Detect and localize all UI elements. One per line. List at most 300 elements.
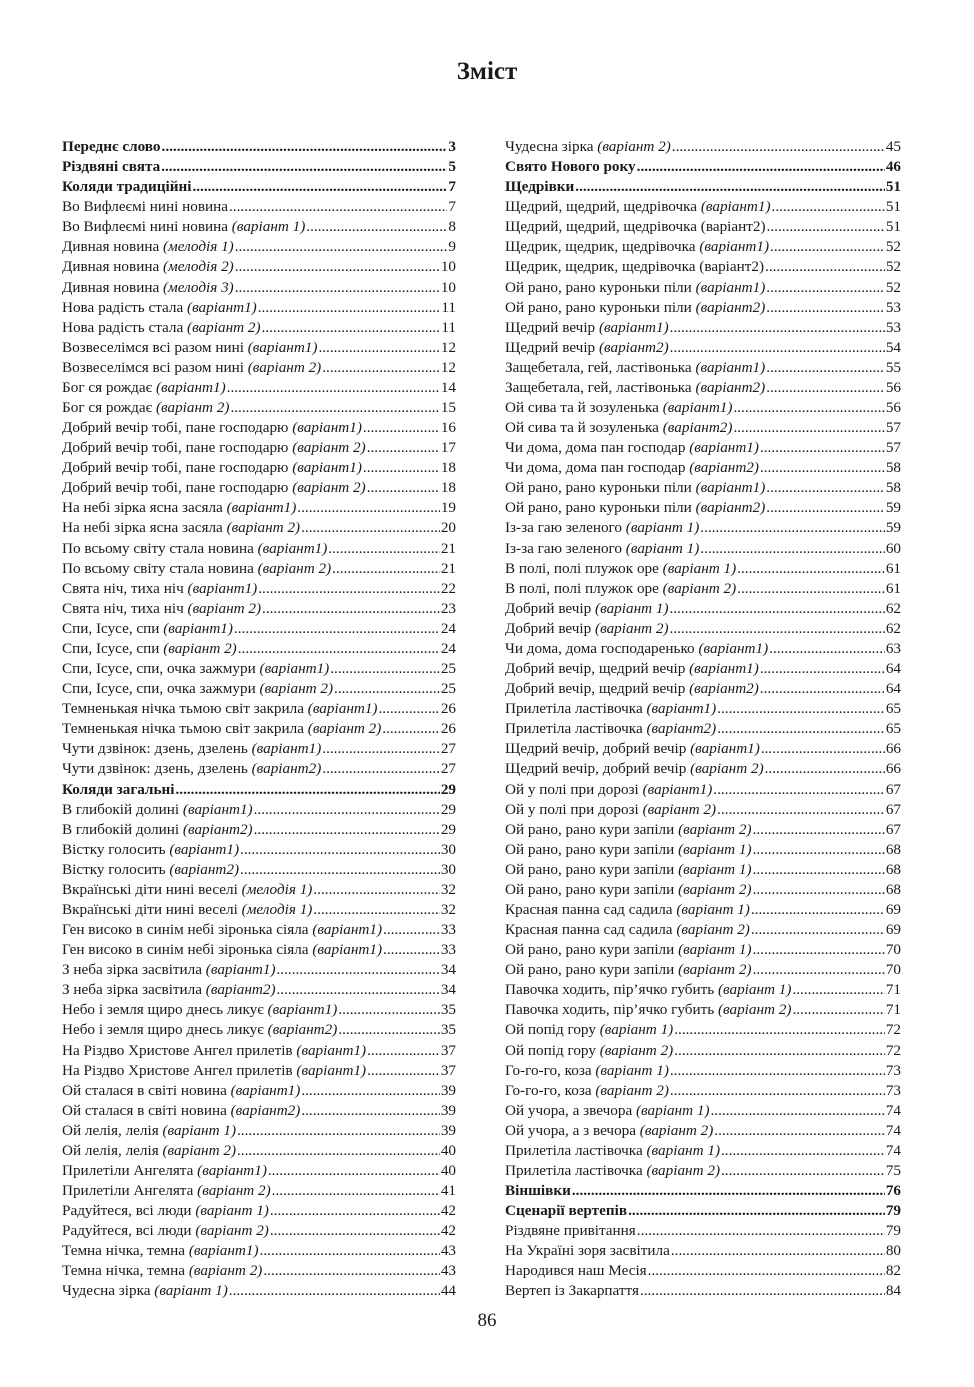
toc-entry [62,518,456,538]
dot-leader [270,1221,440,1241]
toc-entry-title [62,378,226,398]
dot-leader [313,900,439,920]
toc-entry-text: Радуйтеся, всі люди [62,1202,196,1220]
dot-leader [322,739,440,759]
toc-entry-title [505,418,732,438]
toc-entry-variant: (варіант 2) [678,961,752,979]
toc-entry [62,619,456,639]
toc-entry-variant: (варіант1) [226,499,297,517]
toc-entry-title [62,1121,236,1141]
toc-entry-title [62,1261,262,1281]
toc-entry-variant: (варіант2) [695,499,766,517]
toc-entry-title [62,1101,300,1121]
toc-entry-text: В глибокій долині [62,800,183,818]
toc-entry-page: 42 [440,1202,456,1220]
dot-leader [235,237,448,257]
toc-entry [62,1161,456,1181]
toc-entry-title [505,1141,720,1161]
toc-entry-title [505,1181,571,1201]
toc-entry [505,217,901,237]
toc-entry [505,699,901,719]
dot-leader [761,739,885,759]
dot-leader [753,960,885,980]
dot-leader [721,1141,885,1161]
toc-entry-page: 67 [885,780,901,798]
dot-leader [332,559,440,579]
toc-entry [62,1241,456,1261]
toc-entry-page: 40 [440,1161,456,1179]
toc-entry-title [62,478,366,498]
toc-entry [505,920,901,940]
toc-entry-page: 3 [448,138,456,155]
toc-entry-text: На небі зірка ясна засяла [62,499,227,517]
toc-entry-variant: (варіант1) [690,740,760,758]
toc-entry-text: На Різдво Христове Ангел прилетів [62,1041,297,1059]
dot-leader [766,358,885,378]
toc-entry-page: 59 [885,499,901,517]
toc-entry [505,1101,901,1121]
toc-entry-page: 21 [440,539,456,557]
dot-leader [382,719,440,739]
toc-entry-page: 56 [885,399,901,417]
toc-entry-text: Ой у полі при дорозі [505,800,643,818]
toc-entry-title [62,498,296,518]
toc-entry-variant: (мелодія 2) [163,258,234,276]
toc-entry-title [505,679,759,699]
toc-entry-page: 71 [885,981,901,999]
toc-entry-page: 67 [885,820,901,838]
toc-entry-title [62,1181,271,1201]
toc-entry-page: 65 [885,720,901,738]
toc-entry-variant: (варіант 2) [639,1121,714,1139]
toc-entry-text: Ой сива та й зозуленька [505,419,663,437]
toc-entry [62,1061,456,1081]
toc-entry-variant: (варіант2) [267,1021,338,1039]
toc-entry-text: Бог ся рождає [62,378,156,396]
toc-entry [62,1020,456,1040]
toc-entry-variant: (варіант 1) [678,941,752,959]
toc-entry [62,1281,456,1301]
toc-entry-text: Ой рано, рано куроньки піли [505,479,696,497]
toc-entry-title [505,1161,720,1181]
toc-entry-text: Прилетіла ластівочка [505,1141,647,1159]
toc-entry [505,498,901,518]
toc-entry-title [62,398,229,418]
toc-entry-variant: (варіант2) [251,760,322,778]
toc-entry-page: 62 [885,599,901,617]
toc-entry-title [505,860,752,880]
toc-entry-variant: (варіант 1) [646,1141,720,1159]
dot-leader [760,659,885,679]
toc-entry-page: 18 [440,479,456,497]
dot-leader [753,840,885,860]
toc-entry [62,679,456,699]
toc-entry-page: 40 [440,1141,456,1159]
toc-entry-title [62,137,161,157]
toc-entry-title [62,820,253,840]
toc-entry-page: 74 [885,1101,901,1119]
toc-entry-variant: (варіант1) [163,619,233,637]
dot-leader [229,1281,440,1301]
toc-entry-page: 37 [440,1061,456,1079]
toc-entry-title [505,298,765,318]
dot-leader [237,1141,440,1161]
dot-leader [717,800,885,820]
toc-entry [505,398,901,418]
toc-entry-page: 39 [440,1081,456,1099]
toc-entry-title [505,237,769,257]
toc-entry-page: 82 [885,1262,901,1280]
toc-entry-text: Щедрий вечір, добрий вечір [505,740,691,758]
toc-entry-variant: (варіант 1) [662,559,737,577]
dot-leader [700,539,885,559]
dot-leader [338,1000,440,1020]
toc-entry-text: Защебетала, гей, ластівонька [505,378,696,396]
dot-leader [235,278,440,298]
toc-entry-text: Різдвяні свята [62,158,161,176]
toc-entry-text: Красная панна сад садила [505,921,677,939]
toc-entry-text: Нова радість стала [62,298,188,316]
toc-entry [62,1041,456,1061]
toc-entry-title [62,418,362,438]
toc-entry-title [505,157,636,177]
dot-leader [700,518,885,538]
toc-entry-variant: (варіант1) [700,198,771,216]
toc-entry-variant: (варіант2) [182,820,253,838]
dot-leader [766,378,885,398]
dot-leader [766,478,885,498]
toc-entry [62,940,456,960]
toc-entry [62,1201,456,1221]
toc-entry-title [505,699,716,719]
toc-entry-page: 32 [440,880,456,898]
toc-entry [62,177,456,197]
toc-entry [62,1000,456,1020]
toc-entry-title [62,1061,366,1081]
toc-entry-variant: (варіант1) [292,419,362,437]
dot-leader [671,1241,885,1261]
toc-entry-variant: (варіант1) [188,1242,259,1260]
toc-entry-text: Добрий вечір тобі, пане господарю [62,479,293,497]
toc-entry-page: 29 [440,800,456,818]
toc-entry-title [505,920,750,940]
toc-entry [62,780,456,800]
toc-entry-page: 75 [885,1161,901,1179]
toc-entry-title [505,1201,627,1221]
toc-entry [505,1061,901,1081]
toc-entry-page: 44 [440,1282,456,1300]
toc-entry-text: Ой сталася в світі новина [62,1101,231,1119]
toc-entry-text: Вкраїнські діти нині веселі [62,880,242,898]
toc-entry-variant: (варіант1) [296,1061,367,1079]
toc-entry-variant: (варіант2) [169,860,240,878]
toc-entry-page: 32 [440,900,456,918]
toc-entry-title [505,1281,639,1301]
toc-entry-page: 61 [885,579,901,597]
toc-entry-title [62,237,234,257]
toc-entry-text: Ой сталася в світі новина [62,1081,231,1099]
toc-entry-title [505,177,574,197]
toc-entry-text: Радуйтеся, всі люди [62,1222,196,1240]
toc-entry-text: Ой сива та й зозуленька [505,399,663,417]
dot-leader [717,719,885,739]
toc-entry-title [505,137,671,157]
dot-leader [313,880,439,900]
toc-entry-variant: (варіант 2) [662,579,737,597]
toc-entry-page: 79 [885,1202,901,1220]
toc-entry-page: 26 [440,700,456,718]
toc-entry-text: Во Вифлеємі нині новина [62,218,232,236]
toc-entry-variant: (варіант1) [695,479,766,497]
toc-entry-page: 26 [440,720,456,738]
toc-entry-variant: (мелодія 1) [241,900,313,918]
toc-entry-text: Ой у полі при дорозі [505,780,643,798]
toc-entry-variant: (варіант 2) [197,1182,271,1200]
toc-entry-variant: (варіант2) [689,459,759,477]
dot-leader [717,699,885,719]
toc-entry-title [505,539,699,559]
toc-entry-text: Добрий вечір [505,619,596,637]
dot-leader [367,438,440,458]
toc-entry-variant: (варіант 1) [162,1121,236,1139]
dot-leader [162,137,448,157]
toc-entry [62,298,456,318]
dot-leader [234,619,440,639]
toc-entry-page: 51 [885,178,901,196]
toc-entry [505,1241,901,1261]
toc-entry-title [505,498,765,518]
toc-entry-page: 12 [440,358,456,376]
toc-entry [505,338,901,358]
toc-entry-variant: (мелодія 3) [163,278,234,296]
dot-leader [258,298,441,318]
toc-entry-variant: (варіант 2) [678,880,752,898]
dot-leader [753,860,885,880]
dot-leader [760,438,885,458]
toc-right-column [505,137,901,1302]
toc-entry-variant: (варіант 2) [162,1141,236,1159]
toc-entry-page: 52 [885,258,901,276]
toc-entry [505,1000,901,1020]
toc-entry-page: 29 [440,820,456,838]
dot-leader [363,458,440,478]
toc-entry-page: 70 [885,961,901,979]
toc-entry-variant: (варіант2) [695,298,766,316]
toc-entry-text: Добрий вечір, щедрий вечір [505,680,690,698]
toc-entry [505,980,901,1000]
toc-entry-page: 34 [440,981,456,999]
dot-leader [383,920,440,940]
toc-entry [505,1141,901,1161]
dot-leader [258,579,440,599]
dot-leader [721,1161,885,1181]
toc-entry [505,318,901,338]
toc-entry-text: Ой рано, рано кури запіли [505,820,679,838]
toc-entry-text: Добрий вечір тобі, пане господарю [62,439,293,457]
toc-entry-page: 64 [885,660,901,678]
toc-entry-variant: (варіант 1) [231,218,306,236]
toc-entry-page: 33 [440,921,456,939]
toc-entry-title [62,900,312,920]
toc-entry-page: 42 [440,1222,456,1240]
dot-leader [227,378,440,398]
toc-entry-title [62,980,276,1000]
toc-entry-variant: (варіант1) [187,298,257,316]
toc-entry-variant: (варіант 1) [625,539,700,557]
toc-entry-page: 73 [885,1061,901,1079]
dot-leader [301,1101,439,1121]
toc-entry [505,358,901,378]
toc-entry-text: Щедрик, щедрик, щедрівочка (варіант2) [505,258,765,276]
toc-entry-title [505,1061,669,1081]
dot-leader [766,498,885,518]
toc-entry-text: Спи, Ісусе, спи, очка зажмури [62,680,260,698]
dot-leader [272,1181,440,1201]
toc-entry-page: 54 [885,338,901,356]
toc-entry [62,599,456,619]
dot-leader [637,1221,885,1241]
toc-entry-text: Сценарії вертепів [505,1202,628,1220]
toc-entry-text: Переднє слово [62,138,161,155]
toc-entry-variant: (варіант 2) [247,358,322,376]
toc-entry-title [505,438,759,458]
toc-entry-page: 5 [448,158,456,176]
toc-entry-page: 68 [885,860,901,878]
toc-entry-title [62,920,382,940]
dot-leader [765,257,885,277]
toc-entry-title [62,599,261,619]
toc-entry-variant: (варіант2) [695,378,766,396]
dot-leader [277,960,440,980]
dot-leader [737,559,885,579]
toc-entry-page: 69 [885,921,901,939]
toc-entry-text: Із-за гаю зеленого [505,519,626,537]
toc-entry-page: 39 [440,1121,456,1139]
toc-entry-text: Вертеп із Закарпаття [505,1282,639,1300]
dot-leader [753,820,885,840]
toc-entry-title [505,639,768,659]
toc-entry-variant: (варіант1) [689,660,759,678]
toc-entry [505,378,901,398]
toc-entry-page: 24 [440,639,456,657]
toc-entry [62,800,456,820]
toc-entry-page: 25 [440,680,456,698]
toc-entry-text: Свята ніч, тиха ніч [62,599,188,617]
toc-entry-title [62,860,239,880]
toc-entry-title [62,719,381,739]
toc-entry-variant: (варіант2) [230,1101,301,1119]
toc-entry-page: 35 [440,1021,456,1039]
toc-entry-page: 64 [885,680,901,698]
toc-entry-text: Чи дома, дома господаренько [505,639,699,657]
toc-entry-title [505,318,669,338]
toc-entry-text: Ой лелія, лелія [62,1121,163,1139]
dot-leader [175,780,439,800]
toc-entry [62,759,456,779]
toc-entry-page: 52 [885,238,901,256]
dot-leader [262,599,440,619]
toc-entry-variant: (варіант 2) [307,720,382,738]
toc-entry-variant: (варіант 2) [678,820,752,838]
toc-entry-page: 8 [448,218,456,236]
toc-entry-text: В полі, полі плужок оре [505,559,663,577]
toc-entry-title [505,719,716,739]
toc-entry [62,559,456,579]
toc-entry-page: 14 [440,378,456,396]
toc-entry-text: На Україні зоря засвітила [505,1242,670,1260]
toc-entry-title [505,1020,673,1040]
toc-entry [62,498,456,518]
toc-entry-page: 33 [440,941,456,959]
toc-entry-text: Чудесна зірка [62,1282,155,1300]
toc-entry [62,920,456,940]
toc-entry [505,418,901,438]
toc-entry [505,780,901,800]
toc-entry-variant: (варіант 2) [646,1161,720,1179]
toc-entry [62,438,456,458]
toc-entry [62,1221,456,1241]
toc-entry-text: На Різдво Христове Ангел прилетів [62,1061,297,1079]
toc-entry-text: Ой рано, рано куроньки піли [505,499,696,517]
toc-entry-variant: (варіант1) [695,358,766,376]
toc-entry-title [505,1081,669,1101]
toc-entry-variant: (варіант1) [187,579,258,597]
toc-entry [62,739,456,759]
toc-entry-page: 30 [440,860,456,878]
toc-entry [505,1221,901,1241]
toc-entry [62,278,456,298]
toc-entry [62,1081,456,1101]
toc-entry-variant: (мелодія 1) [163,238,234,256]
toc-entry-page: 21 [440,559,456,577]
toc-entry-text: Возвеселімся всі разом нині [62,358,248,376]
toc-entry-page: 61 [885,559,901,577]
toc-entry [62,880,456,900]
toc-entry-text: Прилетіли Ангелята [62,1182,198,1200]
toc-entry-page: 16 [440,419,456,437]
toc-entry-text: Чи дома, дома пан господар [505,439,690,457]
dot-leader [792,1000,884,1020]
toc-entry-variant: (варіант 1) [154,1282,228,1300]
dot-leader [772,197,885,217]
toc-entry [62,980,456,1000]
toc-entry [505,860,901,880]
toc-entry [505,1020,901,1040]
toc-entry-page: 24 [440,619,456,637]
toc-entry [505,599,901,619]
toc-entry-page: 79 [885,1222,901,1240]
toc-entry-text: Небо і земля щиро днесь ликує [62,1001,268,1019]
toc-entry-text: Щедрий вечір, добрий вечір [505,760,691,778]
toc-entry [62,900,456,920]
dot-leader [648,1261,885,1281]
toc-entry [505,1261,901,1281]
toc-entry-variant: (варіант1) [312,941,383,959]
toc-entry [62,1121,456,1141]
dot-leader [792,980,884,1000]
toc-entry [505,679,901,699]
toc-entry-text: Свято Нового року [505,158,636,176]
toc-entry-title [62,840,239,860]
toc-entry-text: Темненькая нічка тьмою світ закрила [62,700,308,718]
toc-entry-page: 84 [885,1282,901,1300]
toc-entry-page: 51 [885,198,901,216]
toc-entry-text: Прилетіла ластівочка [505,1161,647,1179]
dot-leader [737,579,885,599]
toc-entry [505,298,901,318]
toc-entry-variant: (варіант1) [698,639,769,657]
toc-entry-title [62,759,321,779]
